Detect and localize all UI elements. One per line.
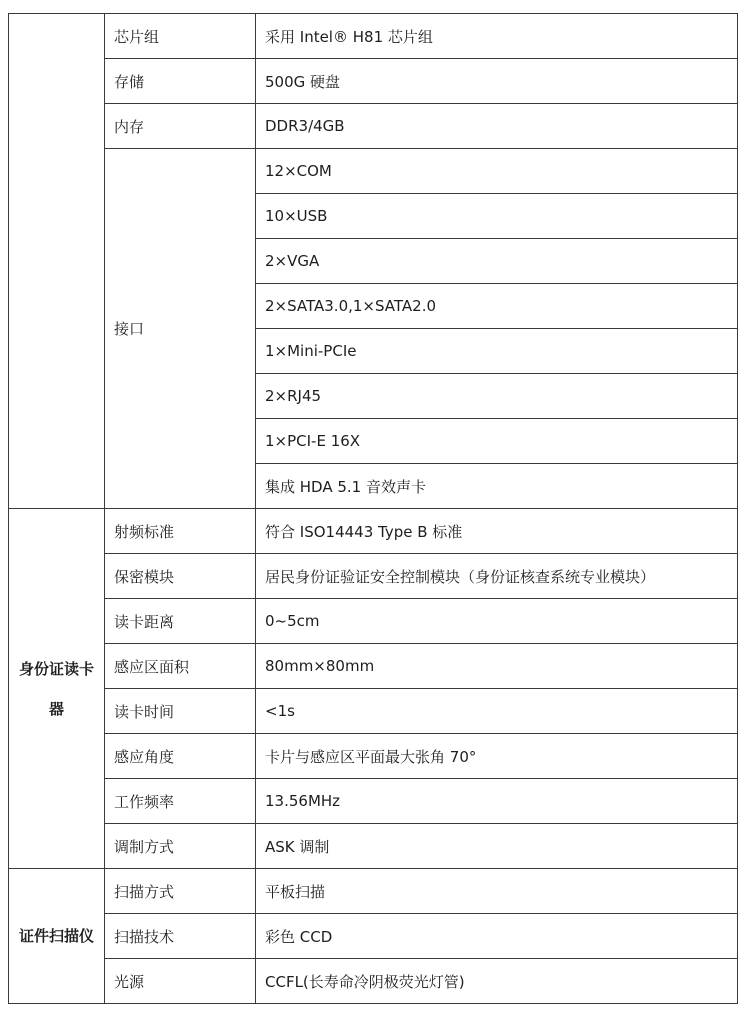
spec-value: CCFL(长寿命冷阴极荧光灯管) [256, 959, 738, 1004]
spec-value: 1×Mini-PCIe [256, 329, 738, 374]
spec-value: 2×SATA3.0,1×SATA2.0 [256, 284, 738, 329]
table-row [9, 554, 738, 599]
spec-value: 居民身份证验证安全控制模块（身份证核查系统专业模块） [256, 554, 738, 599]
spec-value: 500G 硬盘 [256, 59, 738, 104]
table-row [9, 824, 738, 869]
table-row [9, 779, 738, 824]
spec-label: 射频标准 [105, 509, 256, 554]
spec-label: 读卡距离 [105, 599, 256, 644]
spec-value: 0~5cm [256, 599, 738, 644]
spec-value: 13.56MHz [256, 779, 738, 824]
spec-value: 符合 ISO14443 Type B 标准 [256, 509, 738, 554]
table-row [9, 599, 738, 644]
table-row [9, 959, 738, 1004]
spec-label: 扫描方式 [105, 869, 256, 914]
spec-label: 感应区面积 [105, 644, 256, 689]
table-row [9, 104, 738, 149]
spec-label: 保密模块 [105, 554, 256, 599]
spec-table [8, 13, 738, 1004]
spec-value: 80mm×80mm [256, 644, 738, 689]
spec-value: 1×PCI-E 16X [256, 419, 738, 464]
table-row [9, 869, 738, 914]
table-row [9, 509, 738, 554]
spec-value: 2×VGA [256, 239, 738, 284]
table-row [9, 644, 738, 689]
group-label: 身份证读卡器 [18, 659, 94, 718]
group-cell-hardware [9, 14, 105, 509]
spec-value: 2×RJ45 [256, 374, 738, 419]
table-row [9, 59, 738, 104]
spec-label: 存储 [105, 59, 256, 104]
spec-label: 扫描技术 [105, 914, 256, 959]
spec-label: 光源 [105, 959, 256, 1004]
spec-value: 10×USB [256, 194, 738, 239]
table-row [9, 914, 738, 959]
spec-value: 彩色 CCD [256, 914, 738, 959]
table-row [9, 689, 738, 734]
group-cell-scanner [9, 869, 105, 1004]
spec-label: 工作频率 [105, 779, 256, 824]
group-cell-id-reader [9, 509, 105, 869]
spec-value: ASK 调制 [256, 824, 738, 869]
table-row [9, 734, 738, 779]
spec-value: 卡片与感应区平面最大张角 70° [256, 734, 738, 779]
table-row [9, 149, 738, 194]
spec-value: 采用 Intel® H81 芯片组 [256, 14, 738, 59]
spec-value: 集成 HDA 5.1 音效声卡 [256, 464, 738, 509]
spec-label: 感应角度 [105, 734, 256, 779]
spec-label: 调制方式 [105, 824, 256, 869]
table-row [9, 14, 738, 59]
group-label: 证件扫描仪 [18, 927, 94, 945]
spec-label: 芯片组 [105, 14, 256, 59]
spec-value: 平板扫描 [256, 869, 738, 914]
spec-value: 12×COM [256, 149, 738, 194]
spec-label: 内存 [105, 104, 256, 149]
spec-label-interfaces: 接口 [105, 149, 256, 509]
spec-value: <1s [256, 689, 738, 734]
spec-value: DDR3/4GB [256, 104, 738, 149]
spec-label: 读卡时间 [105, 689, 256, 734]
